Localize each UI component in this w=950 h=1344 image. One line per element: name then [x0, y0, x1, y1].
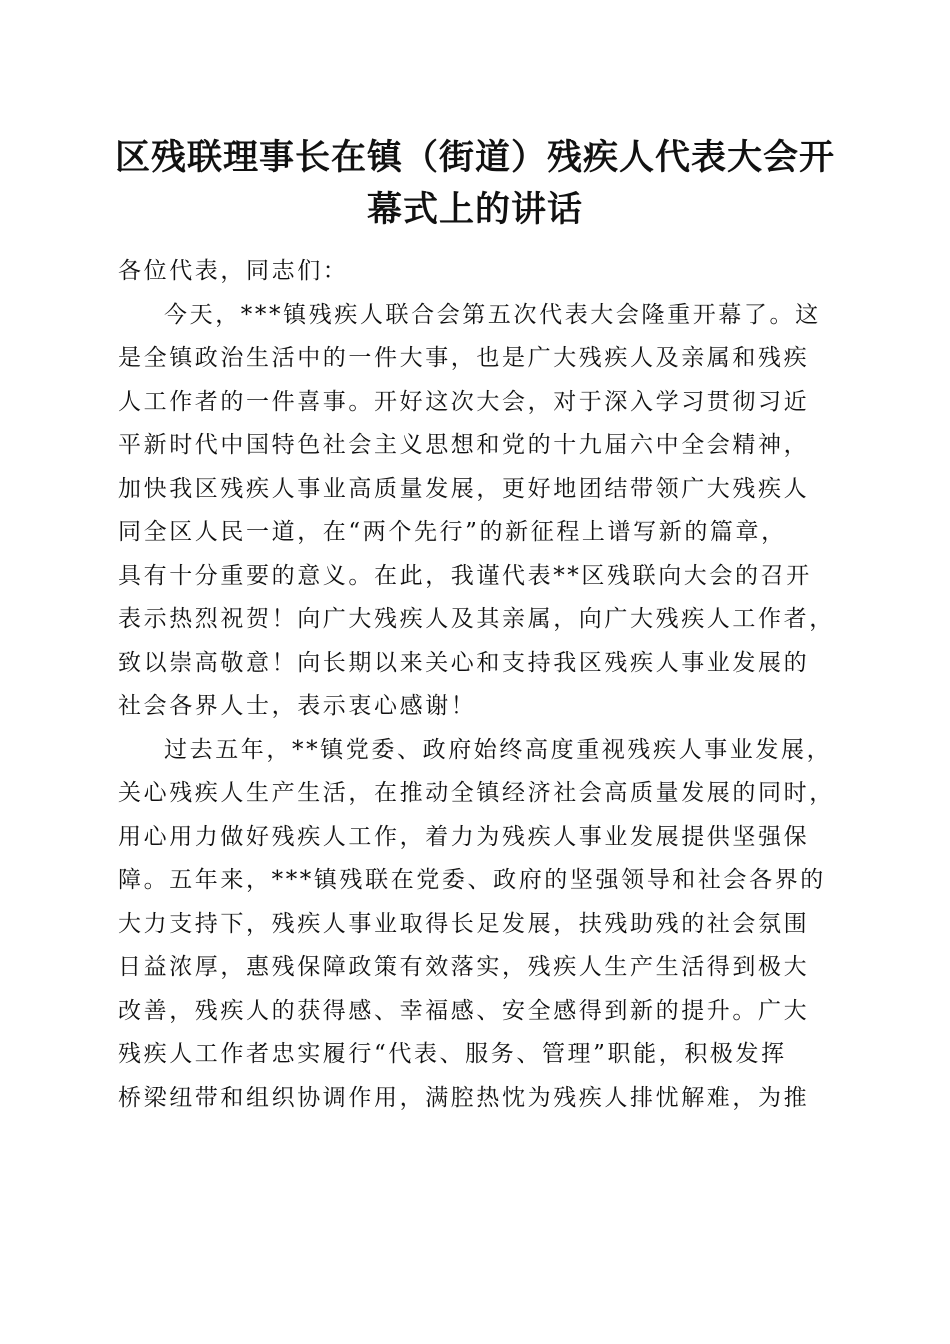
paragraph-2-line: 日益浓厚，惠残保障政策有效落实，残疾人生产生活得到极大: [118, 954, 810, 980]
paragraph-2: [118, 729, 838, 1121]
paragraph-1-line: 同全区人民一道，在“两个先行”的新征程上谱写新的篇章，: [118, 519, 787, 545]
paragraph-1-line: 致以崇高敬意！向长期以来关心和支持我区残疾人事业发展的: [118, 649, 810, 676]
paragraph-2-line: 桥梁纽带和组织协调作用，满腔热忱为残疾人排忧解难，为推: [118, 1084, 810, 1111]
paragraph-2-line: 残疾人工作者忠实履行“代表、服务、管理”职能，积极发挥: [118, 1041, 787, 1067]
paragraph-1-line: 具有十分重要的意义。在此，我谨代表**区残联向大会的召开: [118, 562, 812, 589]
paragraph-1-line: 社会各界人士，表示衷心感谢！: [118, 693, 477, 719]
salutation: [118, 250, 838, 294]
paragraph-1-line: 加快我区残疾人事业高质量发展，更好地团结带领广大残疾人: [118, 475, 810, 502]
title-line-1: 区残联理事长在镇（街道）残疾人代表大会开: [114, 137, 835, 178]
paragraph-2-line: 用心用力做好残疾人工作，着力为残疾人事业发展提供坚强保: [118, 823, 810, 850]
salutation-line: 各位代表，同志们：: [118, 258, 349, 284]
paragraph-2-line: 关心残疾人生产生活，在推动全镇经济社会高质量发展的同时，: [118, 780, 835, 806]
document-body: [118, 250, 838, 1120]
paragraph-1-line: 今天，***镇残疾人联合会第五次代表大会隆重开幕了。这: [164, 301, 821, 328]
document-title: [80, 132, 870, 236]
paragraph-1: [118, 294, 838, 729]
paragraph-2-line: 改善，残疾人的获得感、幸福感、安全感得到新的提升。广大: [118, 997, 810, 1024]
paragraph-1-line: 平新时代中国特色社会主义思想和党的十九届六中全会精神，: [118, 432, 810, 458]
title-line-2: 幕式上的讲话: [366, 189, 583, 230]
paragraph-1-line: 表示热烈祝贺！向广大残疾人及其亲属，向广大残疾人工作者，: [118, 606, 835, 632]
paragraph-2-line: 过去五年，**镇党委、政府始终高度重视残疾人事业发展，: [164, 736, 833, 763]
paragraph-2-line: 障。五年来，***镇残联在党委、政府的坚强领导和社会各界的: [118, 867, 826, 893]
paragraph-2-line: 大力支持下，残疾人事业取得长足发展，扶残助残的社会氛围: [118, 910, 810, 937]
paragraph-1-line: 是全镇政治生活中的一件大事，也是广大残疾人及亲属和残疾: [118, 345, 810, 371]
paragraph-1-line: 人工作者的一件喜事。开好这次大会，对于深入学习贯彻习近: [118, 388, 810, 415]
